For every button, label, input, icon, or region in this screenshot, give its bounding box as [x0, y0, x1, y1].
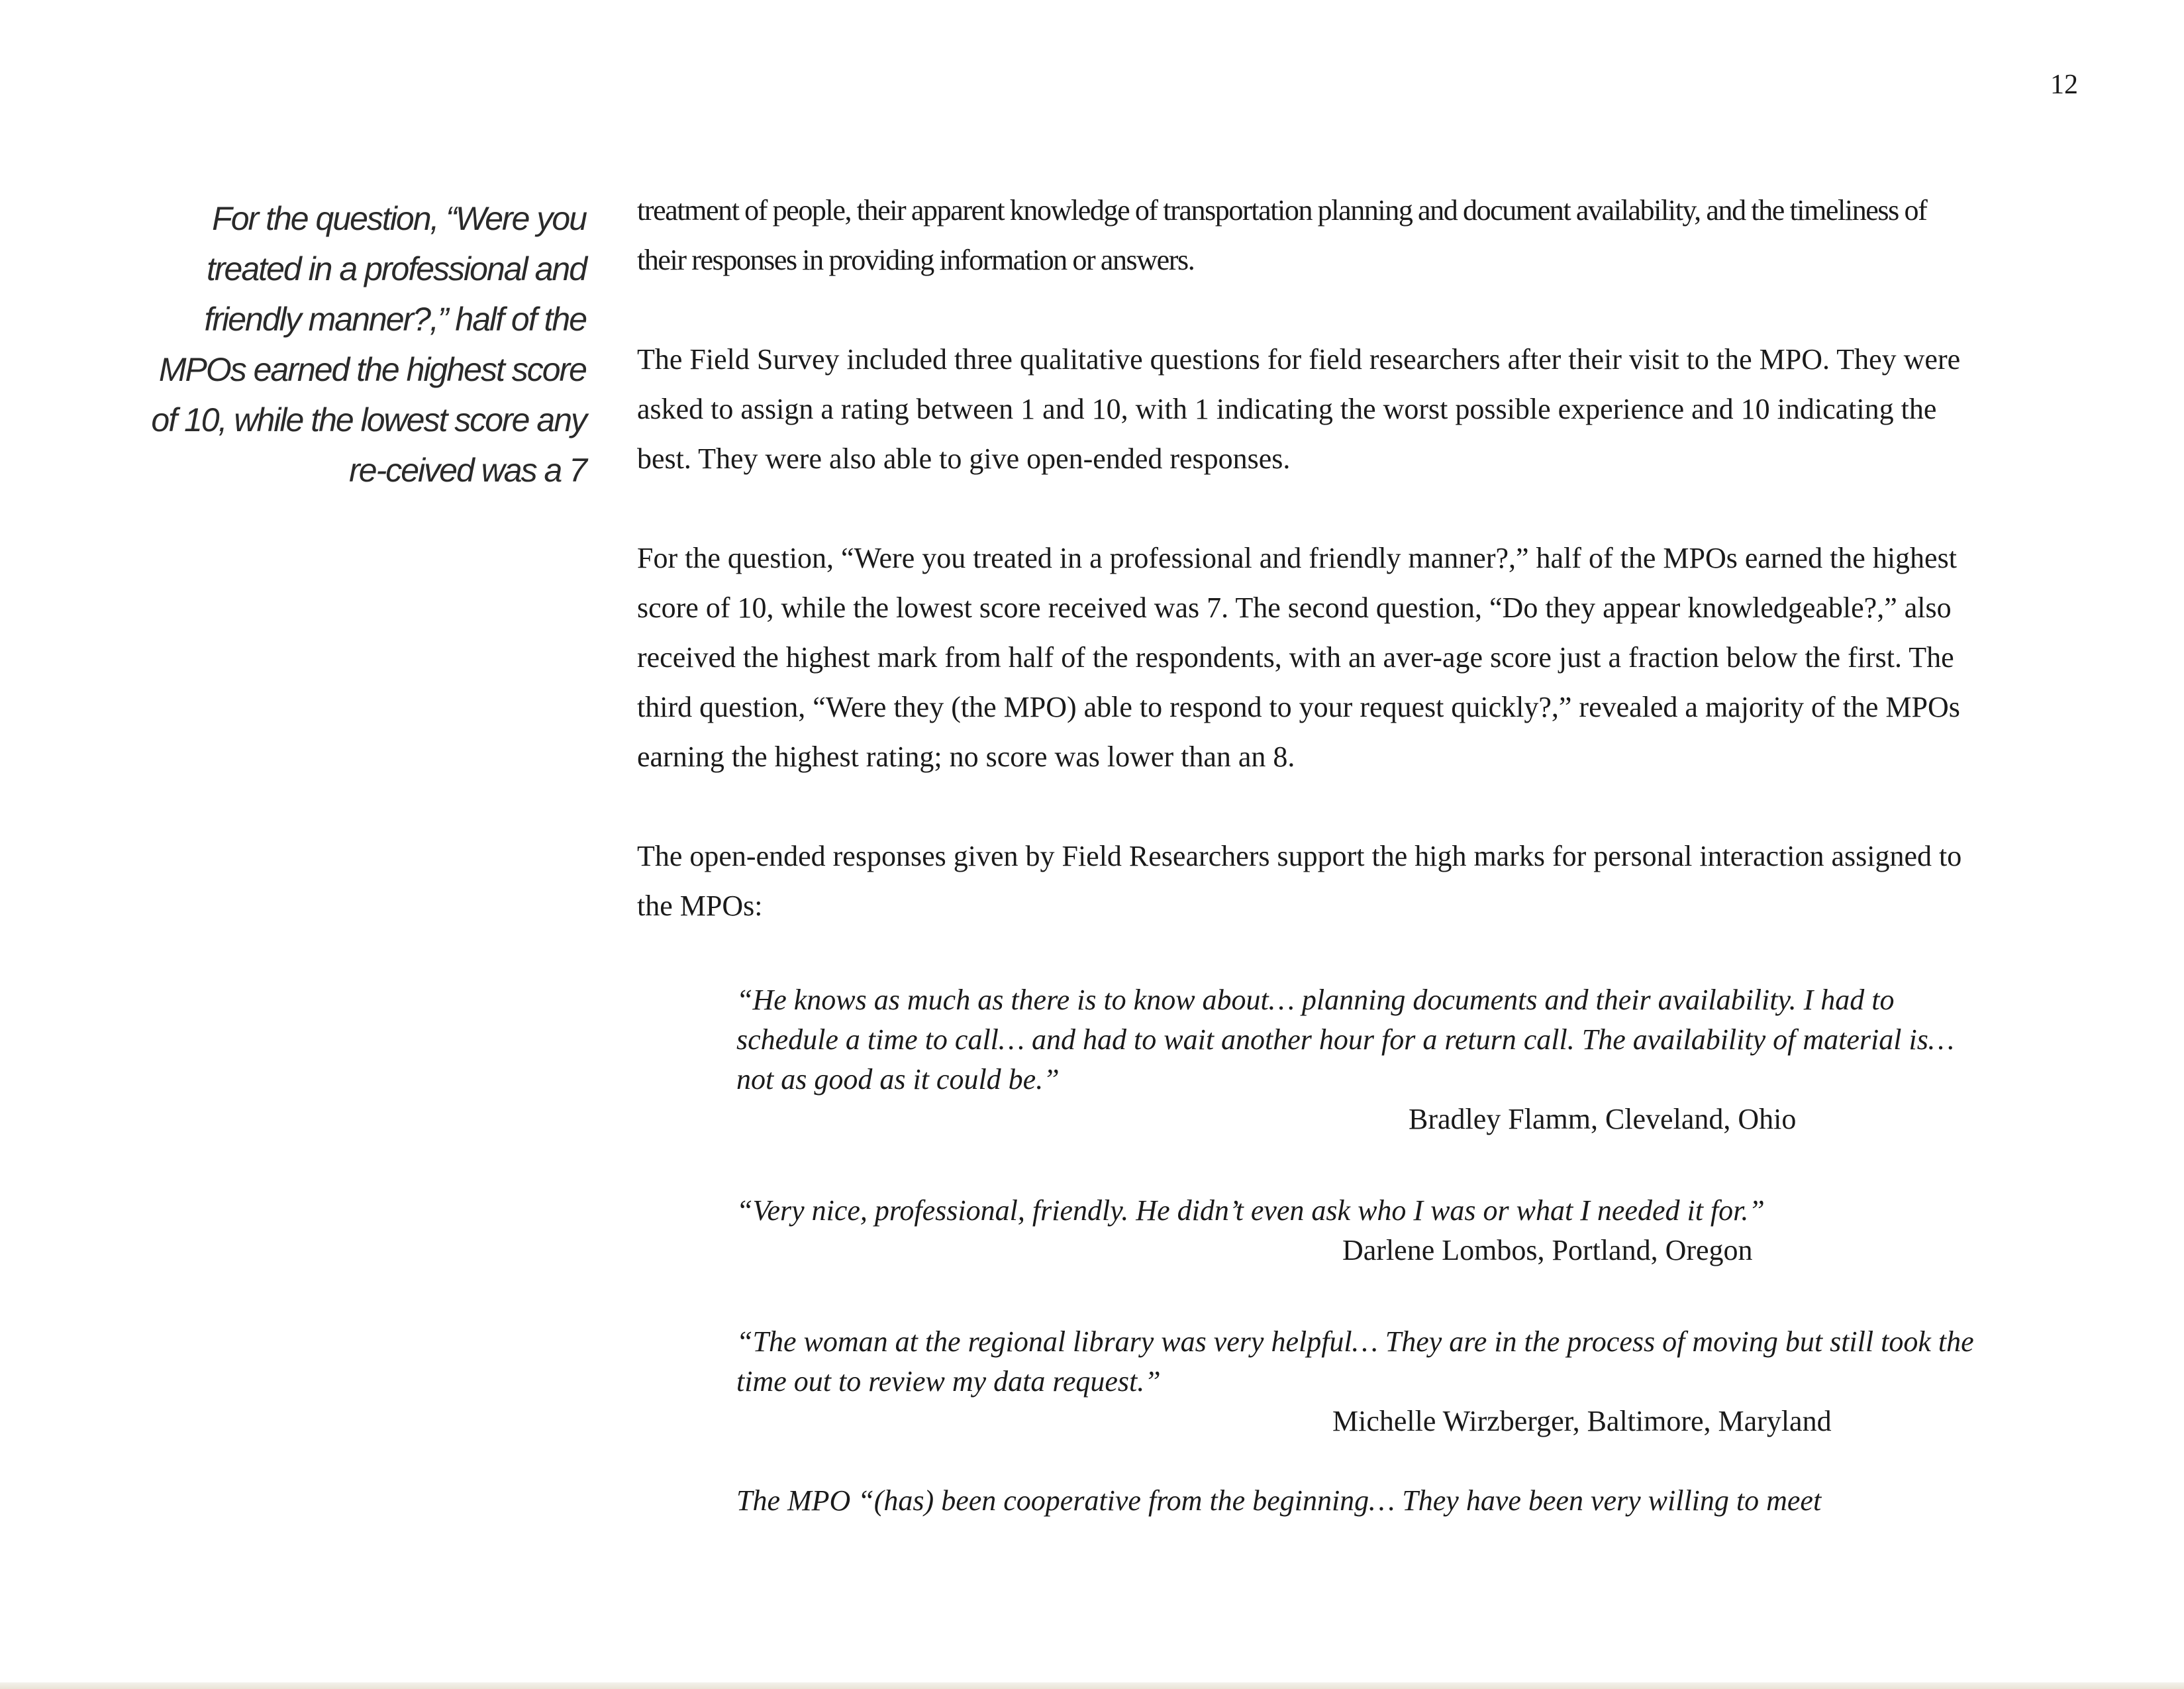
quote-text: “Very nice, professional, friendly. He didn’t even ask who I was or what I needed it for.” [736, 1194, 1765, 1227]
testimonial-quote [736, 980, 1975, 1139]
quote-text: “He knows as much as there is to know about… planning documents and their availability. I had to schedule a time to call… and had to wait another hour for a return call. The availability of material is… not as good as it could be.” [736, 984, 1954, 1096]
body-paragraph: For the question, “Were you treated in a professional and friendly manner?,” half of the MPOs earned the highest score of 10, while the lowest score received was 7. The second question, “Do they appear knowledgeable?,” also received the highest mark from half of the respondents, with an aver-age score just a fraction below the first. The third question, “Were they (the MPO) able to respond to your request quickly?,” revealed a majority of the MPOs earning the highest rating; no score was lower than an 8. [637, 542, 1960, 773]
body-paragraph: treatment of people, their apparent knowledge of transportation planning and document availability, and the timeliness of their responses in providing information or answers. [637, 194, 1927, 276]
main-text-column [637, 185, 1975, 1521]
testimonial-quote [736, 1481, 1975, 1521]
sidebar-pull-quote: For the question, “Were you treated in a professional and friendly manner?,” half of the MPOs earned the highest score of 10, while the lowest score any re-ceived was a 7 [151, 200, 586, 489]
quote-text: “The woman at the regional library was very helpful… They are in the process of moving but still took the time out to review my data request.” [736, 1325, 1974, 1398]
body-paragraph: The Field Survey included three qualitative questions for field researchers after their visit to the MPO. They were asked to assign a rating between 1 and 10, with 1 indicating the worst possible experience and 10 indicating the best. They were also able to give open-ended responses. [637, 343, 1961, 475]
testimonial-quote [736, 1191, 1975, 1270]
scanned-page-bottom-edge [0, 1682, 2184, 1689]
body-paragraph: The open-ended responses given by Field Researchers support the high marks for personal interaction assigned to the MPOs: [637, 840, 1962, 922]
page-number: 12 [2050, 70, 2078, 100]
testimonial-quote [736, 1322, 1975, 1441]
quote-attribution: Bradley Flamm, Cleveland, Ohio [1409, 1103, 1797, 1135]
quote-text: The MPO “(has) been cooperative from the beginning… They have been very willing to meet [736, 1484, 1822, 1517]
quote-attribution: Darlene Lombos, Portland, Oregon [1342, 1234, 1753, 1266]
quote-attribution: Michelle Wirzberger, Baltimore, Maryland [1332, 1405, 1832, 1437]
